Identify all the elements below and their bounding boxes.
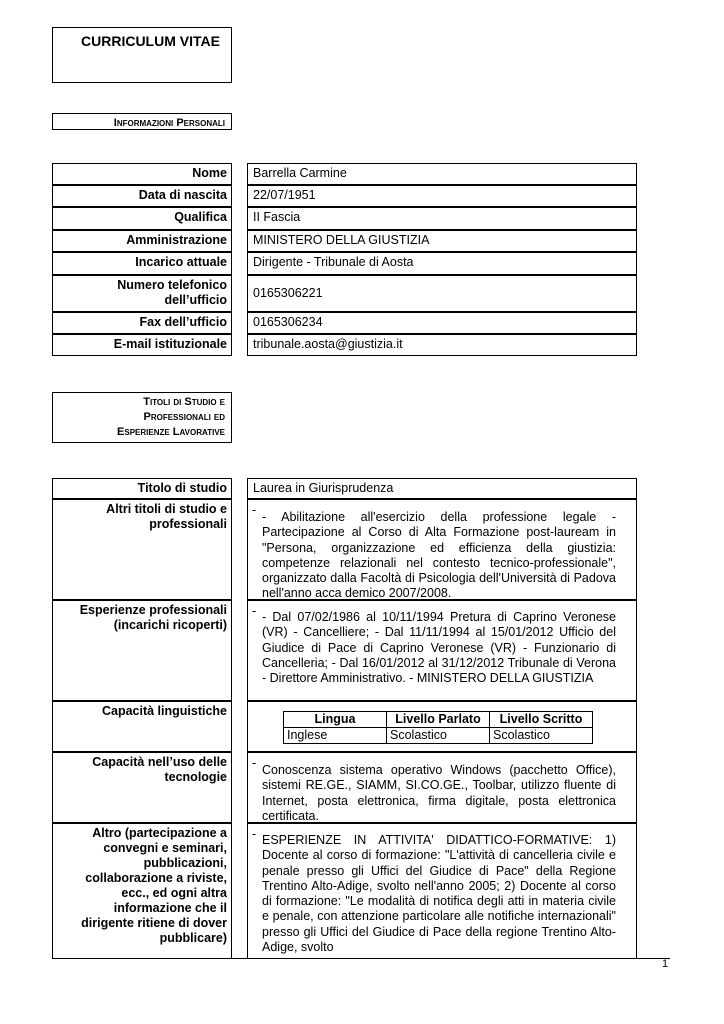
esperienze-text: - Dal 07/02/1986 al 10/11/1994 Pretura di Caprino Veronese (VR) - Cancelliere; - Dal 11/11/1994 al 15/01/2012 Ufficio del Giudice di Pace di Caprino Veronese (VR) - Funzionario di Cancelleria; - Dal 16/01/2012 al 31/12/2012 Tribunale di Verona - Direttore Amministrativo. - MINISTERO DELLA GIUSTIZIA: [262, 610, 616, 686]
altri-titoli-label-line1: Altri titoli di studio e: [106, 502, 227, 516]
telefono-label-line1: Numero telefonico: [117, 278, 227, 292]
tecnologie-cell: [247, 752, 637, 823]
lingue-label: Capacità linguistiche: [52, 701, 232, 752]
amministrazione-label: Amministrazione: [52, 230, 232, 252]
altri-titoli-label-line2: professionali: [149, 517, 227, 531]
tecnologie-label-line2: tecnologie: [164, 770, 227, 784]
altro-label-line4: collaborazione a riviste,: [85, 871, 227, 885]
altro-label-line6: informazione che il: [113, 901, 227, 915]
altro-label: [52, 823, 232, 958]
lingue-table: [283, 711, 593, 744]
tecnologie-text: Conoscenza sistema operativo Windows (pacchetto Office), sistemi RE.GE., SIAMM, SI.CO.GE., Toolbar, utilizzo fluente di Internet, posta elettronica, firma digitale, posta elettronica certificata.: [262, 763, 616, 823]
lingue-header-scritto: Livello Scritto: [490, 712, 593, 728]
tecnologie-label: [52, 752, 232, 823]
lingue-cell-lingua: Inglese: [284, 728, 387, 744]
altro-label-line2: convegni e seminari,: [103, 841, 227, 855]
cv-title: CURRICULUM VITAE: [81, 33, 220, 49]
bullet-dash: -: [252, 604, 257, 618]
section-studies-line1: Titoli di Studio e: [143, 396, 225, 408]
altro-label-line5: ecc., ed ogni altra: [121, 886, 227, 900]
page-number: 1: [662, 958, 669, 970]
altro-label-line1: Altro (partecipazione a: [92, 826, 227, 840]
esperienze-cell: [247, 600, 637, 701]
email-label: E-mail istituzionale: [52, 334, 232, 356]
altro-text: ESPERIENZE IN ATTIVITA' DIDATTICO-FORMATIVE: 1) Docente al corso di formazione: "L'attività di cancelleria civile e penale presso gli Uffici del Giudice di Pace" della Regione Trentino Alto-Adige, svolto nell'anno 2005; 2) Docente al corso di formazione: "Le modalità di notifica degli atti in materia civile e penale, con attenzione particolare alle notifiche internazionali" presso gli Uffici del Giudice di Pace della regione Trentino Alto-Adige, svolto: [262, 833, 616, 955]
incarico-value: Dirigente - Tribunale di Aosta: [247, 252, 637, 275]
cv-title-box: [52, 27, 232, 83]
lingue-cell-scritto: Scolastico: [490, 728, 593, 744]
email-value: tribunale.aosta@giustizia.it: [247, 334, 637, 356]
telefono-value: 0165306221: [247, 275, 637, 312]
section-personal-info: Informazioni Personali: [52, 113, 232, 130]
qualifica-value: II Fascia: [247, 207, 637, 230]
lingue-header-row: [284, 712, 593, 728]
telefono-label: [52, 275, 232, 312]
fax-label: Fax dell’ufficio: [52, 312, 232, 334]
altri-titoli-label: [52, 499, 232, 600]
data-nascita-label: Data di nascita: [52, 185, 232, 207]
qualifica-label: Qualifica: [52, 207, 232, 230]
bullet-dash: -: [252, 756, 257, 770]
altro-cell: [247, 823, 637, 958]
titolo-studio-value: Laurea in Giurisprudenza: [247, 478, 637, 499]
lingue-cell-parlato: Scolastico: [387, 728, 490, 744]
altro-label-line8: pubblicare): [159, 931, 227, 945]
fax-value: 0165306234: [247, 312, 637, 334]
lingue-header-parlato: Livello Parlato: [387, 712, 490, 728]
section-studies: [52, 392, 232, 443]
amministrazione-value: MINISTERO DELLA GIUSTIZIA: [247, 230, 637, 252]
footer-divider: [52, 958, 670, 959]
data-nascita-value: 22/07/1951: [247, 185, 637, 207]
altri-titoli-text: - Abilitazione all'esercizio della professione legale - Partecipazione al Corso di Alta Formazione post-lauream in "Persona, organizzazione ed efficienza della giustizia: competenze relazionali nel contesto tecnico-professionale", organizzato dalla Facoltà di Psicologia dell'Università di Padova nell'anno acca demico 2007/2008.: [262, 510, 616, 601]
telefono-label-line2: dell’ufficio: [164, 293, 227, 307]
incarico-label: Incarico attuale: [52, 252, 232, 275]
esperienze-label: [52, 600, 232, 701]
section-studies-line2: Professionali ed: [143, 411, 225, 423]
altri-titoli-cell: [247, 499, 637, 600]
bullet-dash: -: [252, 503, 257, 517]
nome-value: Barrella Carmine: [247, 163, 637, 185]
lingue-header-lingua: Lingua: [284, 712, 387, 728]
titolo-studio-label: Titolo di studio: [52, 478, 232, 499]
bullet-dash: -: [252, 827, 257, 841]
esperienze-label-line1: Esperienze professionali: [79, 603, 227, 617]
altro-label-line3: pubblicazioni,: [143, 856, 227, 870]
nome-label: Nome: [52, 163, 232, 185]
table-row: [284, 728, 593, 744]
esperienze-label-line2: (incarichi ricoperti): [113, 618, 227, 632]
tecnologie-label-line1: Capacità nell’uso delle: [92, 755, 227, 769]
altro-label-line7: dirigente ritiene di dover: [81, 916, 227, 930]
section-studies-line3: Esperienze Lavorative: [117, 426, 225, 438]
